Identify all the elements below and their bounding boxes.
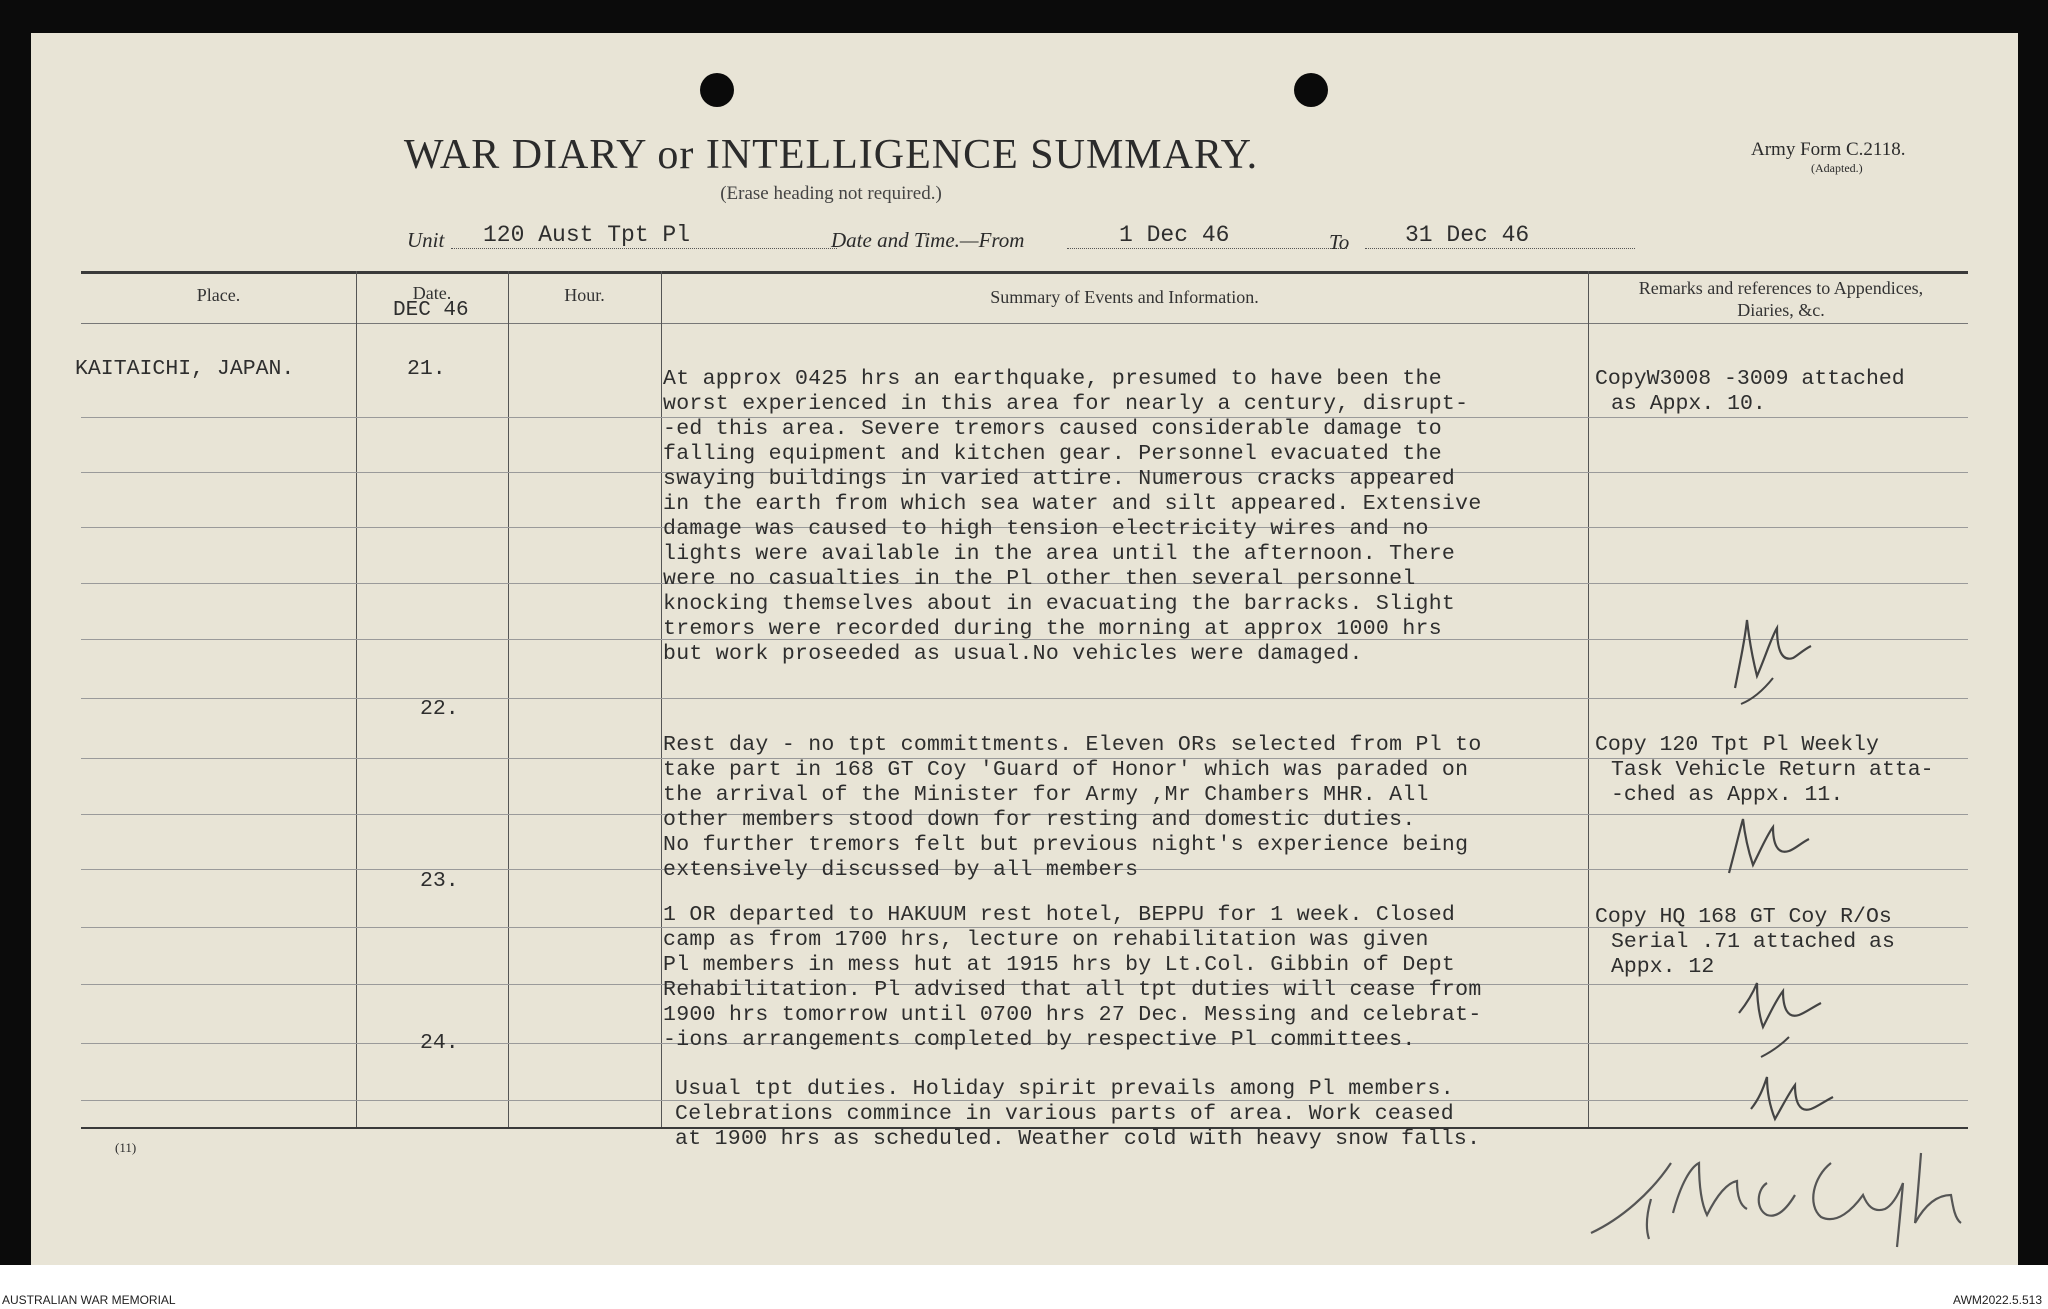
summary-line: swaying buildings in varied attire. Numerous cracks appeared xyxy=(663,467,1456,491)
unit-label: Unit xyxy=(407,228,445,252)
to-label: To xyxy=(1329,230,1350,254)
summary-line: camp as from 1700 hrs, lecture on rehabilitation was given xyxy=(663,928,1429,952)
summary-line: the arrival of the Minister for Army ,Mr Chambers MHR. All xyxy=(663,783,1429,807)
col-line-hour xyxy=(508,271,509,1127)
summary-line: in the earth from which sea water and silt appeared. Extensive xyxy=(663,492,1482,516)
entry-date-21: 21. xyxy=(407,357,446,381)
unit-value: 120 Aust Tpt Pl xyxy=(483,222,691,248)
punch-hole-left xyxy=(700,73,734,107)
header-bottom-rule xyxy=(81,323,1968,324)
summary-line: worst experienced in this area for nearly a century, disrupt- xyxy=(663,392,1469,416)
army-form-sub: (Adapted.) xyxy=(1811,161,1863,175)
erase-note: (Erase heading not required.) xyxy=(720,183,942,204)
summary-line: but work proseeded as usual.No vehicles were damaged. xyxy=(663,642,1363,666)
summary-line: extensively discussed by all members xyxy=(663,858,1139,882)
army-form-label: Army Form C.2118. xyxy=(1751,139,1906,160)
ruled-line xyxy=(81,698,1968,699)
entry-date-23: 23. xyxy=(420,869,459,893)
remarks-line: -ched as Appx. 11. xyxy=(1611,783,1844,807)
initials-mark-2 xyxy=(1701,793,1831,893)
summary-line: Pl members in mess hut at 1915 hrs by Lt.Col. Gibbin of Dept xyxy=(663,953,1456,977)
summary-line: were no casualties in the Pl other then several personnel xyxy=(663,567,1416,591)
col-header-hour: Hour. xyxy=(564,285,605,305)
remarks-line: Copy 120 Tpt Pl Weekly xyxy=(1595,733,1879,757)
summary-line: At approx 0425 hrs an earthquake, presumed to have been the xyxy=(663,367,1442,391)
summary-line: -ed this area. Severe tremors caused considerable damage to xyxy=(663,417,1442,441)
col-header-remarks: Remarks and references to Appendices, Diaries, &c. xyxy=(1638,278,1924,320)
diary-page xyxy=(31,33,2018,1265)
col-line-date xyxy=(356,271,357,1127)
place-entry: KAITAICHI, JAPAN. xyxy=(75,357,295,381)
form-title: WAR DIARY or INTELLIGENCE SUMMARY. xyxy=(403,132,1259,178)
date-time-label: Date and Time.—From xyxy=(831,228,1025,252)
table-top-rule xyxy=(81,271,1968,274)
summary-line: damage was caused to high tension electricity wires and no xyxy=(663,517,1429,541)
summary-line: Rest day - no tpt committments. Eleven ORs selected from Pl to xyxy=(663,733,1482,757)
summary-line: falling equipment and kitchen gear. Personnel evacuated the xyxy=(663,442,1442,466)
col-header-place: Place. xyxy=(196,285,241,305)
entry-date-24: 24. xyxy=(420,1031,459,1055)
from-dotted-line xyxy=(1067,248,1347,249)
month-label: DEC 46 xyxy=(393,299,469,322)
summary-line: tremors were recorded during the morning at approx 1000 hrs xyxy=(663,617,1442,641)
remarks-line: as Appx. 10. xyxy=(1611,392,1766,416)
remarks-line: CopyW3008 -3009 attached xyxy=(1595,367,1905,391)
summary-line: take part in 168 GT Coy 'Guard of Honor' which was paraded on xyxy=(663,758,1469,782)
col-line-remarks xyxy=(1588,271,1589,1127)
footer-right: AWM2022.5.513 xyxy=(1953,1293,2042,1307)
summary-line: No further tremors felt but previous night's experience being xyxy=(663,833,1469,857)
col-line-summary xyxy=(661,271,662,1127)
form-number: (11) xyxy=(115,1140,137,1155)
summary-line: Usual tpt duties. Holiday spirit prevails among Pl members. xyxy=(675,1077,1454,1101)
remarks-line: Task Vehicle Return atta- xyxy=(1611,758,1934,782)
summary-line: 1900 hrs tomorrow until 0700 hrs 27 Dec. Messing and celebrat- xyxy=(663,1003,1482,1027)
summary-line: knocking themselves about in evacuating the barracks. Slight xyxy=(663,592,1456,616)
footer-left: AUSTRALIAN WAR MEMORIAL xyxy=(2,1293,176,1307)
to-dotted-line xyxy=(1365,248,1635,249)
remarks-line: Copy HQ 168 GT Coy R/Os xyxy=(1595,905,1892,929)
to-value: 31 Dec 46 xyxy=(1405,222,1530,248)
summary-line: at 1900 hrs as scheduled. Weather cold with heavy snow falls. xyxy=(675,1127,1481,1151)
summary-line: Rehabilitation. Pl advised that all tpt duties will cease from xyxy=(663,978,1482,1002)
summary-line: other members stood down for resting and domestic duties. xyxy=(663,808,1416,832)
summary-line: 1 OR departed to HAKUUM rest hotel, BEPPU for 1 week. Closed xyxy=(663,903,1456,927)
remarks-line: Appx. 12 xyxy=(1611,955,1715,979)
archive-footer xyxy=(0,1265,2048,1309)
unit-dotted-line xyxy=(451,248,837,249)
initials-mark-1 xyxy=(1701,598,1831,708)
summary-line: lights were available in the area until the afternoon. There xyxy=(663,542,1456,566)
summary-line: Celebrations commince in various parts of area. Work ceased xyxy=(675,1102,1454,1126)
col-header-date: Date. xyxy=(412,283,452,303)
entry-date-22: 22. xyxy=(420,697,459,721)
summary-line: -ions arrangements completed by respective Pl committees. xyxy=(663,1028,1416,1052)
signature-mark xyxy=(1581,1123,2001,1253)
from-value: 1 Dec 46 xyxy=(1119,222,1230,248)
punch-hole-right xyxy=(1294,73,1328,107)
initials-mark-3 xyxy=(1717,953,1847,1063)
col-header-summary: Summary of Events and Information. xyxy=(990,287,1259,307)
remarks-line: Serial .71 attached as xyxy=(1611,930,1895,954)
